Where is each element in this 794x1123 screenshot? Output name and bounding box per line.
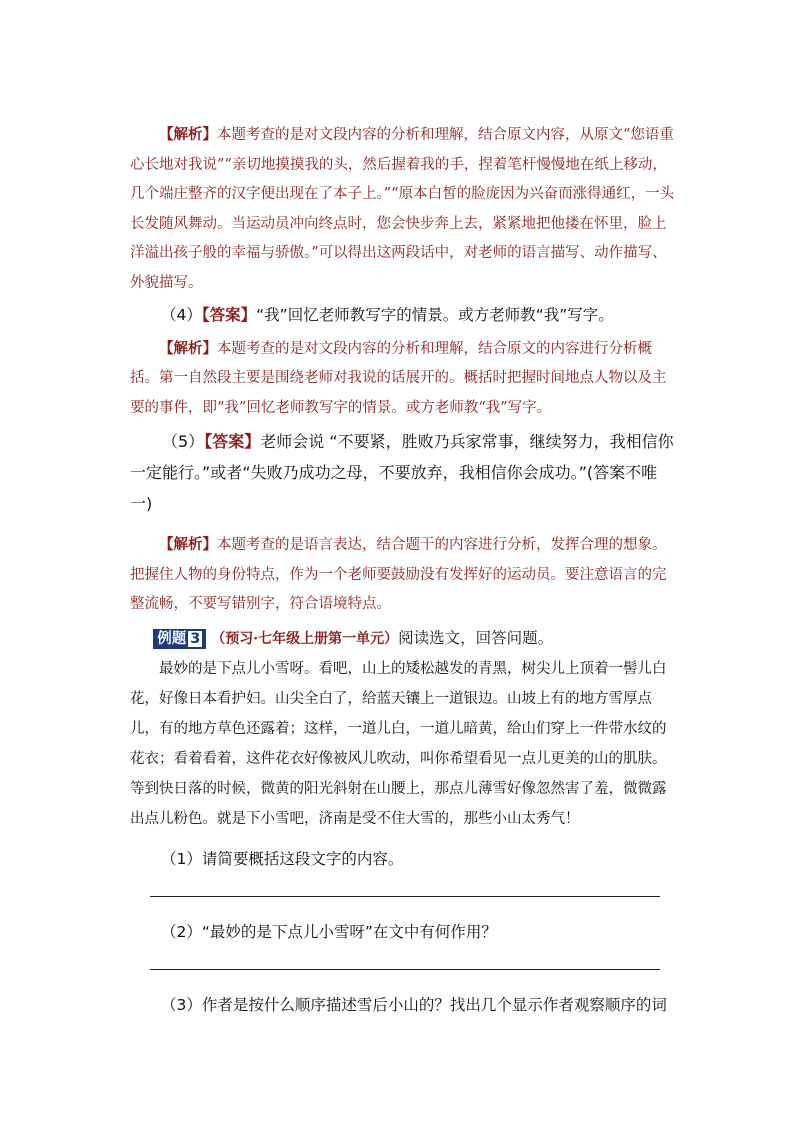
example-badge-label: 例题 bbox=[157, 630, 187, 647]
answer-blank-1[interactable] bbox=[150, 896, 660, 897]
analysis-tag: 【解析】 bbox=[159, 339, 217, 357]
question-1: （1）请简要概括这段文字的内容。 bbox=[161, 849, 404, 868]
analysis-text: 本题考查的是对文段内容的分析和理解，结合原文内容，从原文“您语重心长地对我说”“亲切地摸摸我的头，然后握着我的手，捏着笔杆慢慢地在纸上移动，几个端庄整齐的汉字便出现在了本子上。”“原本白皙的脸庞因为兴奋而涨得通红，一头长发随风舞动。当运动员冲向终点时，您会快步奔上去，紧紧地把他搂在怀里，脸上洋溢出孩子般的幸福与骄傲。”可以得出这两段话中，对老师的语言描写、动作描写、外貌描写。 bbox=[130, 127, 675, 291]
reading-passage: 最妙的是下点儿小雪呀。看吧，山上的矮松越发的青黑，树尖儿上顶着一髻儿白花，好像日本看护妇。山尖全白了，给蓝天镶上一道银边。山坡上有的地方雪厚点儿，有的地方草色还露着；这样，一道儿白，一道儿暗黄，给山们穿上一件带水纹的花衣；看着看着，这件花衣好像被风儿吹动，叫你希望看见一点儿更美的山的肌肤。等到快日落的时候，微黄的阳光斜射在山腰上，那点儿薄雪好像忽然害了羞，微微露出点儿粉色。就是下小雪吧，济南是受不住大雪的，那些小山太秀气！ bbox=[130, 660, 667, 827]
q4-answer bbox=[130, 301, 675, 331]
analysis-text: 本题考查的是语言表达，结合题干的内容进行分析，发挥合理的想象。把握住人物的身份特点，作为一个老师要鼓励没有发挥好的运动员。要注意语言的完整流畅，不要写错别字，符合语境特点。 bbox=[130, 537, 667, 612]
example-badge bbox=[153, 629, 206, 649]
answer-tag: 【答案】 bbox=[201, 306, 257, 324]
example-source: （预习·七年级上册第一单元） bbox=[211, 630, 399, 647]
analysis-tag: 【解析】 bbox=[159, 126, 217, 143]
q4-analysis bbox=[130, 334, 675, 424]
answer-blank-2[interactable] bbox=[150, 969, 660, 970]
example-number: 3 bbox=[190, 630, 201, 647]
question-number: （4） bbox=[161, 306, 202, 324]
content-area bbox=[130, 120, 675, 1020]
analysis-tag: 【解析】 bbox=[159, 536, 217, 553]
q5-answer bbox=[130, 426, 675, 519]
question-2: （2）“最妙的是下点儿小雪呀”在文中有何作用？ bbox=[161, 922, 497, 941]
q3-analysis bbox=[130, 120, 675, 298]
analysis-text: 本题考查的是对文段内容的分析和理解，结合原文的内容进行分析概括。第一自然段主要是围绕老师对我说的话展开的。概括时把握时间地点人物以及主要的事件，即“我”回忆老师教写字的情景。或方老师教“我”写字。 bbox=[130, 340, 667, 416]
answer-text: 老师会说 “不要紧，胜败乃兵家常事，继续努力，我相信你一定能行。”或者“失败乃成功之母，不要放弃，我相信你会成功。”(答案不唯一) bbox=[130, 432, 674, 513]
question-3: （3）作者是按什么顺序描述雪后小山的？找出几个显示作者观察顺序的词 bbox=[161, 995, 667, 1014]
example-header bbox=[130, 623, 675, 654]
question-number: （5） bbox=[162, 432, 205, 451]
answer-tag: 【答案】 bbox=[204, 432, 261, 451]
example-instruction: 阅读选文，回答问题。 bbox=[398, 628, 554, 647]
q5-analysis bbox=[130, 530, 675, 620]
answer-text: “我”回忆老师教写字的情景。或方老师教“我”写字。 bbox=[256, 306, 614, 324]
